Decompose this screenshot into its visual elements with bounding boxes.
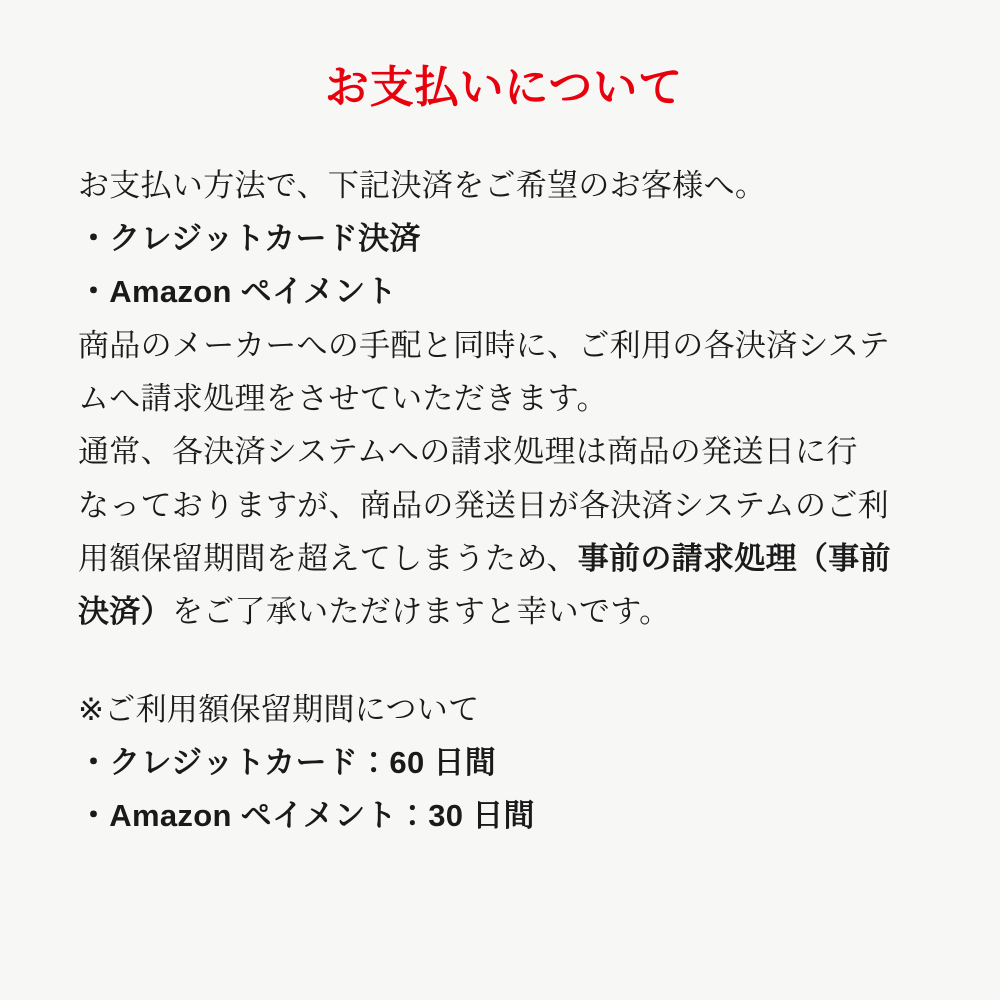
intro-text: お支払い方法で、下記決済をご希望のお客様へ。	[78, 167, 767, 203]
note-item-credit-card: ・クレジットカード：60 日間	[78, 744, 497, 780]
paragraph-1-line-1: 商品のメーカーへの手配と同時に、ご利用の各決済システ	[78, 327, 890, 363]
paragraph-2-line-3-prefix: 用額保留期間を超えてしまうため、	[78, 540, 578, 576]
payment-method-amazon-pay: ・Amazon ペイメント	[78, 274, 397, 310]
paragraph-1-line-2: ムへ請求処理をさせていただきます。	[78, 381, 608, 417]
document-body	[78, 159, 930, 843]
paragraph-2-line-2: なっておりますが、商品の発送日が各決済システムのご利	[78, 487, 889, 523]
paragraph-2-line-3	[78, 532, 930, 585]
note-item-amazon-pay: ・Amazon ペイメント：30 日間	[78, 798, 535, 834]
paragraph-2-line-4	[78, 585, 930, 638]
page-title: お支払いについて	[324, 63, 684, 112]
note-heading: ※ご利用額保留期間について	[78, 691, 480, 727]
paragraph-2-line-1: 通常、各決済システムへの請求処理は商品の発送日に行	[78, 434, 858, 470]
note-section	[78, 683, 930, 843]
paragraph-2-line-4-suffix: をご了承いただけますと幸いです。	[171, 594, 671, 630]
paragraph-2-line-4-emphasis: 決済）	[78, 594, 172, 630]
payment-method-credit-card: ・クレジットカード決済	[78, 221, 421, 257]
paragraph-2-line-3-emphasis: 事前の請求処理（事前	[577, 540, 891, 576]
section-spacer	[78, 639, 930, 683]
